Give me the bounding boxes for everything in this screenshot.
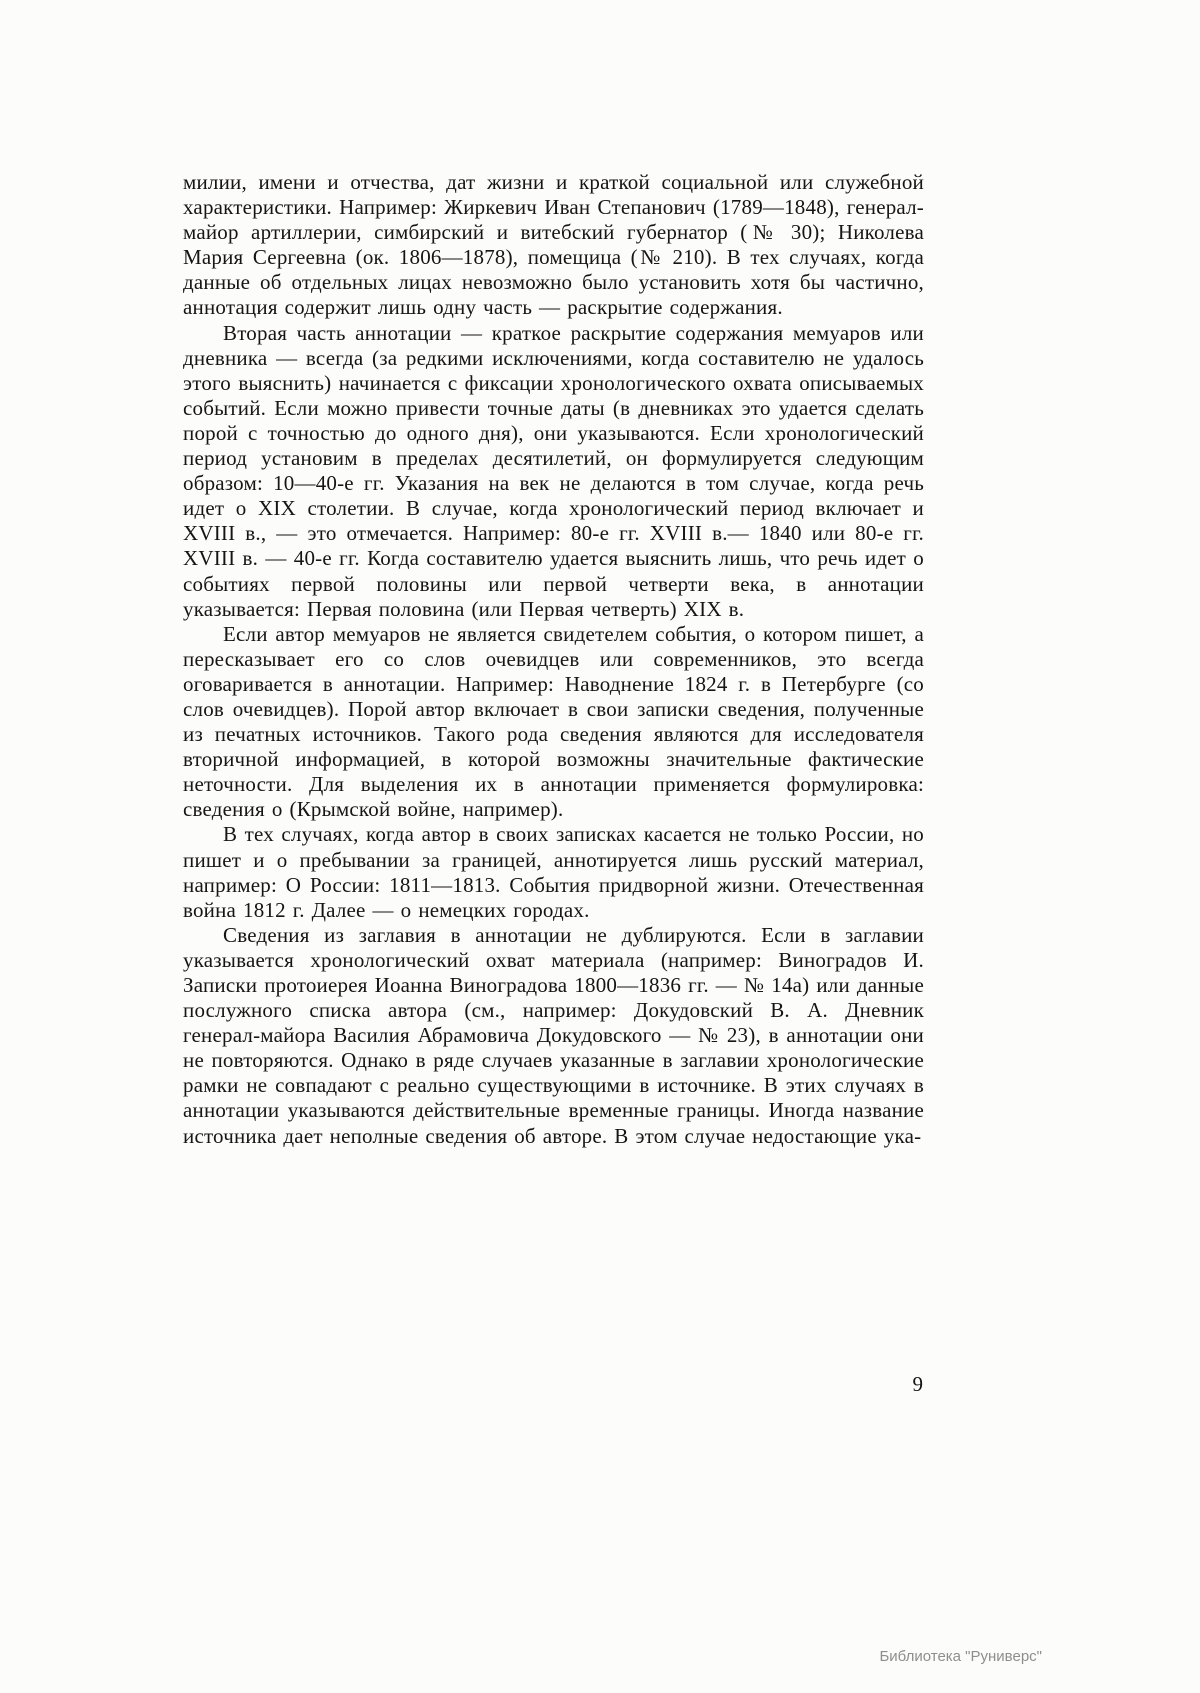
paragraph-title-information: Сведения из заглавия в аннотации не дублируются. Если в заглавии указывается хронологический охват материала (например: Виноградов И. Записки протоиерея Иоанна Виноградова 1800—1836 гг. — № 14а) или данные послужного списка автора (см., например: Докудовский В. А. Дневник генерал-майора Василия Абрамовича Докудовского — № 23), в аннотации они не повторяются. Однако в ряде случаев указанные в заглавии хронологические рамки не совпадают с реально существующими в источнике. В этих случаях в аннотации указываются действительные временные границы. Иногда название источника дает неполные сведения об авторе. В этом случае недостающие ука-	[183, 922, 924, 1148]
page-number: 9	[912, 1372, 923, 1396]
library-watermark: Библиотека "Руниверс"	[879, 1648, 1042, 1665]
paragraph-annotation-first-part: милии, имени и отчества, дат жизни и краткой социальной или служебной характеристики. Например: Жиркевич Иван Степанович (1789—1848), генерал-майор артиллерии, симбирский и витебский губернатор (№ 30); Николева Мария Сергеевна (ок. 1806—1878), помещица (№ 210). В тех случаях, когда данные об отдельных лицах невозможно было установить хотя бы частично, аннотация содержит лишь одну часть — раскрытие содержания.	[183, 170, 924, 320]
paragraph-annotation-second-part: Вторая часть аннотации — краткое раскрытие содержания мемуаров или дневника — всегда (за редкими исключениями, когда составителю не удалось этого выяснить) начинается с фиксации хронологического охвата описываемых событий. Если можно привести точные даты (в дневниках это удается сделать порой с точностью до одного дня), они указываются. Если хронологический период установим в пределах десятилетий, он формулируется следующим образом: 10—40-е гг. Указания на век не делаются в том случае, когда речь идет о XIX столетии. В случае, когда хронологический период включает и XVIII в., — это отмечается. Например: 80-е гг. XVIII в.— 1840 или 80-е гг. XVIII в. — 40-е гг. Когда составителю удается выяснить лишь, что речь идет о событиях первой половины или первой четверти века, в аннотации указывается: Первая половина (или Первая четверть) XIX в.	[183, 320, 924, 621]
paragraph-russian-material: В тех случаях, когда автор в своих записках касается не только России, но пишет и о пребывании за границей, аннотируется лишь русский материал, например: О России: 1811—1813. События придворной жизни. Отечественная война 1812 г. Далее — о немецких городах.	[183, 822, 924, 922]
page-text-block	[183, 170, 924, 1149]
paragraph-eyewitness-sources: Если автор мемуаров не является свидетелем события, о котором пишет, а пересказывает его со слов очевидцев или современников, это всегда оговаривается в аннотации. Например: Наводнение 1824 г. в Петербурге (со слов очевидцев). Порой автор включает в свои записки сведения, полученные из печатных источников. Такого рода сведения являются для исследователя вторичной информацией, в которой возможны значительные фактические неточности. Для выделения их в аннотации применяется формулировка: сведения о (Крымской войне, например).	[183, 621, 924, 822]
